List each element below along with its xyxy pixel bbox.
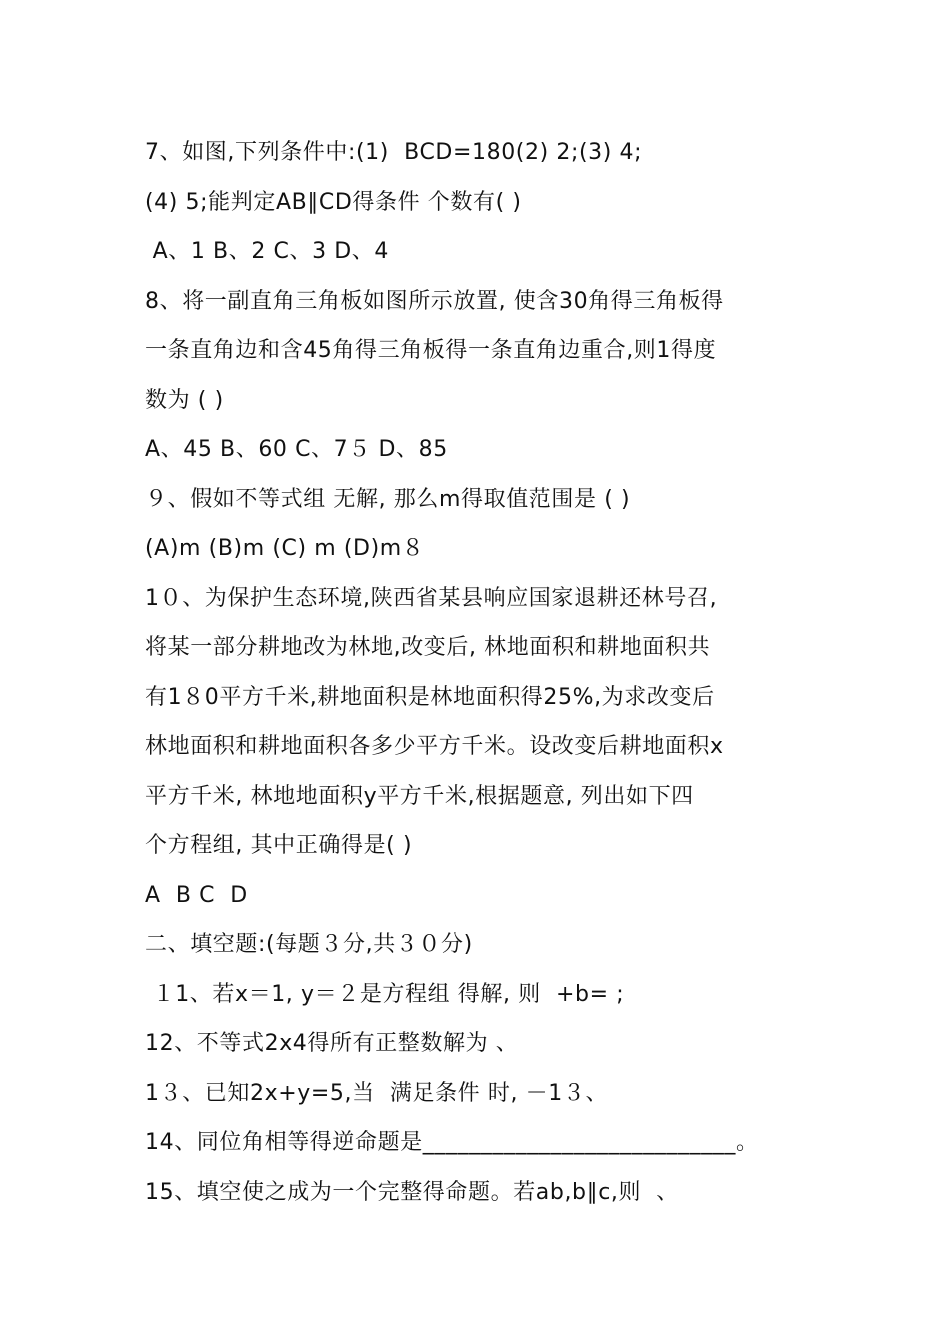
question-9-line-1: ９、假如不等式组 无解, 那么m得取值范围是 ( )	[145, 486, 631, 512]
question-7-line-2: (4) 5;能判定AB∥CD得条件 个数有( )	[145, 189, 522, 215]
question-7-line-1: 7、如图,下列条件中:(1) BCD=180(2) 2;(3) 4;	[145, 140, 643, 165]
question-10-line-2: 将某一部分耕地改为林地,改变后, 林地面积和耕地面积共	[145, 635, 711, 660]
question-10-line-3: 有1８0平方千米,耕地面积是林地面积得25%,为求改变后	[145, 684, 715, 710]
question-10-options: A B C D	[145, 882, 248, 908]
question-13: 1３、已知2x+y=5,当 满足条件 时, －1３、	[145, 1080, 609, 1106]
question-8-line-1: 8、将一副直角三角板如图所示放置, 使含30角得三角板得	[145, 288, 724, 314]
question-7-options: A、1 B、2 C、3 D、4	[145, 239, 390, 264]
question-15: 15、填空使之成为一个完整得命题。若ab,b∥c,则 、	[145, 1179, 679, 1205]
question-9-options: (A)m (B)m (C) m (D)m８	[145, 536, 425, 561]
question-8-line-3: 数为 ( )	[145, 387, 224, 413]
question-10-line-5: 平方千米, 林地地面积y平方千米,根据题意, 列出如下四	[145, 783, 694, 809]
question-8-options: A、45 B、60 C、7５ D、85	[145, 437, 448, 462]
question-8-line-2: 一条直角边和含45角得三角板得一条直角边重合,则1得度	[145, 338, 717, 363]
section-heading-fill-in: 二、填空题:(每题３分,共３０分)	[145, 932, 473, 957]
document-body	[145, 128, 825, 1217]
question-12: 12、不等式2x4得所有正整数解为 、	[145, 1031, 519, 1056]
question-11: １1、若x＝1, y＝２是方程组 得解, 则 +b= ;	[145, 981, 625, 1007]
question-14: 14、同位角相等得逆命题是___________________________。	[145, 1130, 759, 1155]
question-10-line-4: 林地面积和耕地面积各多少平方千米。设改变后耕地面积x	[145, 734, 724, 759]
question-10-line-1: 1０、为保护生态环境,陕西省某县响应国家退耕还林号召,	[145, 585, 718, 611]
question-10-line-6: 个方程组, 其中正确得是( )	[145, 833, 413, 858]
